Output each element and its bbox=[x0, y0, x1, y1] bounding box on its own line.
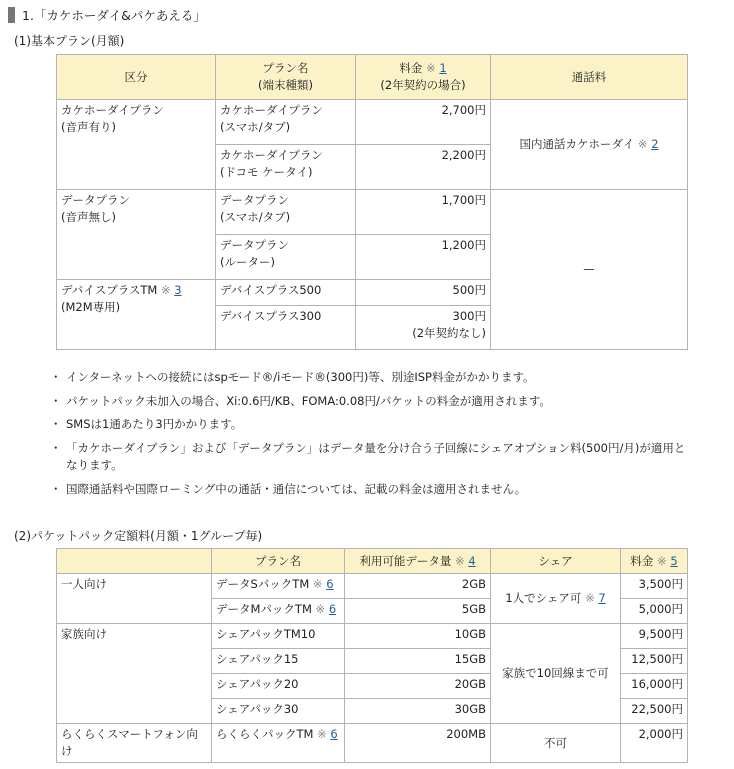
plan-cell: シェアパック15 bbox=[212, 649, 345, 674]
header-fee-label: 料金 bbox=[630, 553, 654, 568]
fee-cell: 500円 bbox=[356, 280, 491, 306]
header-kubun: 区分 bbox=[57, 55, 216, 100]
footnote-mark: ※ bbox=[160, 283, 171, 297]
plan-cell bbox=[212, 599, 345, 624]
group-single: 一人向け bbox=[57, 574, 212, 624]
plan-cell bbox=[216, 100, 356, 145]
header-call: 通話料 bbox=[491, 55, 688, 100]
footnote-mark: ※ bbox=[317, 727, 327, 741]
fee-cell: 16,000円 bbox=[621, 674, 688, 699]
list-item: ・ SMSは1通あたり3円かかります。 bbox=[52, 416, 692, 434]
footnote-link-5[interactable]: 5 bbox=[670, 553, 678, 568]
call-kakeho-text: 国内通話カケホーダイ bbox=[519, 137, 635, 151]
footnote-mark: ※ bbox=[637, 137, 648, 151]
data-cell: 2GB bbox=[345, 574, 491, 599]
plan-line2: (ルーター) bbox=[220, 255, 275, 269]
footnote-mark: ※ bbox=[585, 591, 595, 605]
list-item: ・ 「カケホーダイプラン」および「データプラン」はデータ量を分け合う子回線にシェアオプション料(500円/月)が適用となります。 bbox=[52, 440, 692, 475]
data-cell: 200MB bbox=[345, 724, 491, 763]
data-cell: 5GB bbox=[345, 599, 491, 624]
notes-list bbox=[52, 369, 692, 504]
fee-cell: 3,500円 bbox=[621, 574, 688, 599]
plan-name: らくらくパックTM bbox=[216, 727, 314, 741]
plan-line1: データプラン bbox=[220, 193, 289, 207]
plan-cell bbox=[212, 724, 345, 763]
footnote-link-2[interactable]: 2 bbox=[651, 137, 659, 151]
packet-pack-title: (2)パケットパック定額料(月額・1グループ毎) bbox=[14, 529, 263, 543]
fee-cell: 9,500円 bbox=[621, 624, 688, 649]
header-fee bbox=[621, 549, 688, 574]
footnote-mark: ※ bbox=[455, 553, 465, 568]
call-kakeho bbox=[491, 100, 688, 190]
heading-text: 1.「カケホーダイ&パケあえる」 bbox=[22, 8, 206, 23]
footnote-mark: ※ bbox=[315, 602, 326, 616]
header-plan: プラン名 bbox=[212, 549, 345, 574]
fee-cell: 12,500円 bbox=[621, 649, 688, 674]
data-cell: 15GB bbox=[345, 649, 491, 674]
basic-plan-title: (1)基本プラン(月額) bbox=[14, 34, 125, 48]
header-plan-name bbox=[216, 55, 356, 100]
data-cell: 30GB bbox=[345, 699, 491, 724]
plan-cell bbox=[216, 235, 356, 280]
header-data-label: 利用可能データ量 bbox=[359, 553, 452, 568]
plan-line2: (スマホ/タブ) bbox=[220, 120, 291, 134]
plan-cell bbox=[216, 145, 356, 190]
fee-cell: 5,000円 bbox=[621, 599, 688, 624]
header-plan-line2: (端末種類) bbox=[258, 78, 313, 92]
share-family: 家族で10回線まで可 bbox=[491, 624, 621, 724]
plan-name: データSパックTM bbox=[216, 577, 310, 591]
group-kakeho-line2: (音声有り) bbox=[61, 120, 116, 134]
header-fee-label: 料金 bbox=[399, 61, 423, 75]
list-item: ・ 国際通話料や国際ローミング中の通話・通信については、記載の料金は適用されません。 bbox=[52, 481, 692, 499]
footnote-mark: ※ bbox=[426, 61, 436, 75]
footnote-link-3[interactable]: 3 bbox=[174, 283, 182, 297]
plan-cell: デバイスプラス500 bbox=[216, 280, 356, 306]
plan-line1: カケホーダイプラン bbox=[220, 103, 323, 117]
group-data-line1: データプラン bbox=[61, 193, 130, 207]
header-fee-sub: (2年契約の場合) bbox=[380, 78, 466, 92]
plan-cell bbox=[216, 190, 356, 235]
share-raku: 不可 bbox=[491, 724, 621, 763]
group-raku: らくらくスマートフォン向け bbox=[57, 724, 212, 763]
data-cell: 20GB bbox=[345, 674, 491, 699]
fee-cell bbox=[356, 306, 491, 350]
fee-cell: 2,000円 bbox=[621, 724, 688, 763]
footnote-link-4[interactable]: 4 bbox=[468, 553, 476, 568]
header-blank bbox=[57, 549, 212, 574]
header-plan-line1: プラン名 bbox=[262, 61, 309, 75]
plan-line1: データプラン bbox=[220, 238, 289, 252]
share-single-text: 1人でシェア可 bbox=[505, 591, 582, 605]
list-item: ・ インターネットへの接続にはspモード®/iモード®(300円)等、別途ISP料金がかかります。 bbox=[52, 369, 692, 387]
plan-cell: シェアパックTM10 bbox=[212, 624, 345, 649]
group-kakeho-line1: カケホーダイプラン bbox=[61, 103, 164, 117]
plan-cell: シェアパック30 bbox=[212, 699, 345, 724]
fee-cell: 1,200円 bbox=[356, 235, 491, 280]
group-family: 家族向け bbox=[57, 624, 212, 724]
group-device bbox=[57, 280, 216, 350]
footnote-link-7[interactable]: 7 bbox=[598, 591, 606, 605]
plan-cell: シェアパック20 bbox=[212, 674, 345, 699]
group-device-line1: デバイスプラスTM bbox=[61, 283, 158, 297]
list-item: ・ パケットパック未加入の場合、Xi:0.6円/KB、FOMA:0.08円/パケットの料金が適用されます。 bbox=[52, 393, 692, 411]
plan-cell bbox=[212, 574, 345, 599]
call-other: — bbox=[491, 190, 688, 350]
fee-cell: 2,700円 bbox=[356, 100, 491, 145]
share-single bbox=[491, 574, 621, 624]
plan-line2: (スマホ/タブ) bbox=[220, 210, 291, 224]
plan-line1: カケホーダイプラン bbox=[220, 148, 323, 162]
footnote-link-6[interactable]: 6 bbox=[328, 602, 337, 616]
footnote-link-6[interactable]: 6 bbox=[330, 727, 338, 741]
fee-cell: 1,700円 bbox=[356, 190, 491, 235]
footnote-mark: ※ bbox=[312, 577, 323, 591]
footnote-link-6[interactable]: 6 bbox=[326, 577, 334, 591]
header-share: シェア bbox=[491, 549, 621, 574]
heading-bar-marker bbox=[8, 7, 15, 23]
fee-cell: 2,200円 bbox=[356, 145, 491, 190]
plan-cell: デバイスプラス300 bbox=[216, 306, 356, 350]
section-heading bbox=[8, 6, 206, 24]
group-data bbox=[57, 190, 216, 280]
group-device-line2: (M2M専用) bbox=[61, 300, 121, 314]
fee-cell: 22,500円 bbox=[621, 699, 688, 724]
header-data bbox=[345, 549, 491, 574]
plan-line2: (ドコモ ケータイ) bbox=[220, 165, 313, 179]
data-cell: 10GB bbox=[345, 624, 491, 649]
plan-name: データMパックTM bbox=[216, 602, 312, 616]
fee-note: (2年契約なし) bbox=[412, 326, 486, 340]
footnote-mark: ※ bbox=[657, 553, 667, 568]
basic-plan-table bbox=[56, 54, 688, 350]
footnote-link-1[interactable]: 1 bbox=[439, 61, 447, 75]
packet-pack-table bbox=[56, 548, 688, 763]
header-fee bbox=[356, 55, 491, 100]
group-kakeho bbox=[57, 100, 216, 190]
group-data-line2: (音声無し) bbox=[61, 210, 116, 224]
fee-value: 300円 bbox=[452, 309, 486, 323]
